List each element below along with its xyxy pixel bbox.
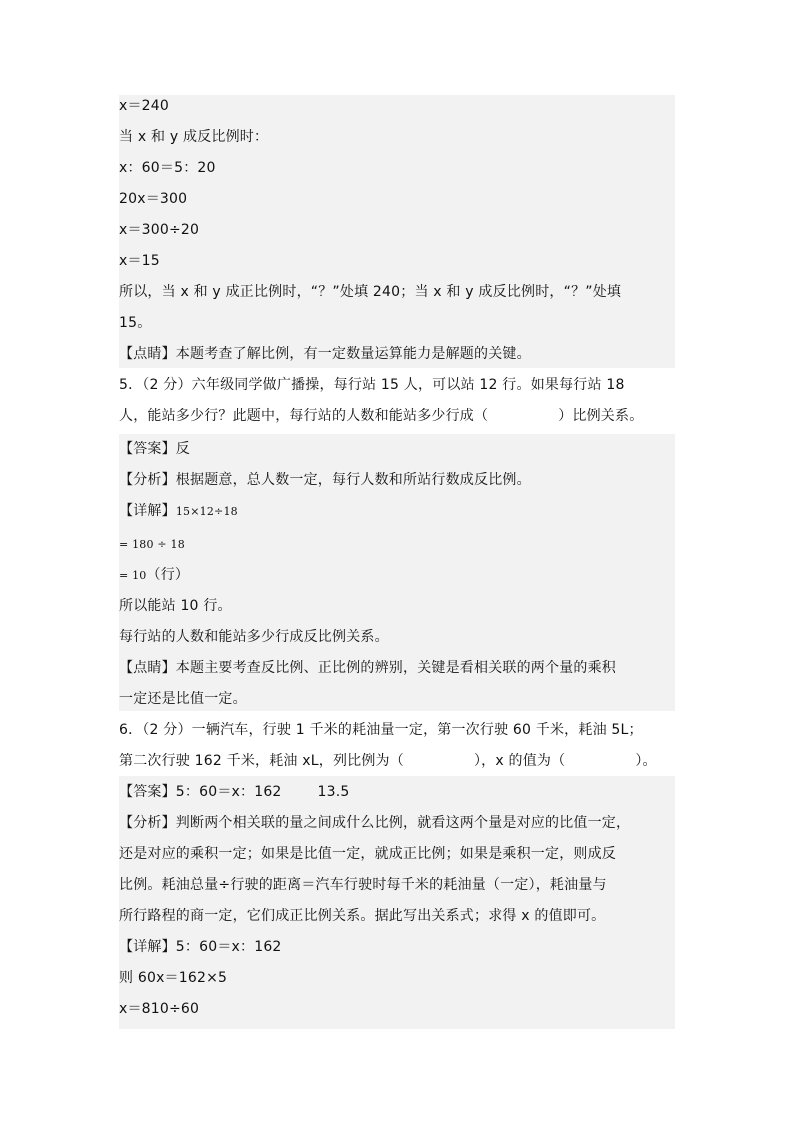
question-6-text: 6．（2 分）一辆汽车，行驶 1 千米的耗油量一定，第一次行驶 60 千米，耗油 5L； <box>119 722 643 738</box>
calc-step-2: = 10 <box>119 569 147 582</box>
solution-line: x＝240 <box>119 98 170 114</box>
solution-line: x＝300÷20 <box>119 222 200 238</box>
answer-line: 【答案】反 <box>119 441 190 457</box>
conclusion-line: 每行站的人数和能站多少行成反比例关系。 <box>119 629 389 645</box>
detail-line <box>119 496 238 527</box>
solution-line: x＝15 <box>119 253 160 269</box>
question-6-part-c: ）。 <box>635 753 657 769</box>
solution-conclusion-end: 15。 <box>119 315 152 331</box>
detail-line: 【详解】5：60＝x：162 <box>119 939 282 955</box>
analysis-line: 比例。耗油总量÷行驶的距离＝汽车行驶时每千米的耗油量（一定），耗油量与 <box>119 877 607 893</box>
tip-line: 【点睛】本题考查了解比例，有一定数量运算能力是解题的关键。 <box>119 346 531 362</box>
calc-step: 则 60x＝162×5 <box>119 970 228 986</box>
question-5-part-a: 人，能站多少行？此题中，每行站的人数和能站多少行成（ <box>119 408 489 424</box>
analysis-line: 所行路程的商一定，它们成正比例关系。据此写出关系式；求得 x 的值即可。 <box>119 908 606 924</box>
calc-step <box>119 560 189 591</box>
question-6-text-continued <box>119 746 657 777</box>
question-5-text: 5．（2 分）六年级同学做广播操，每行站 15 人，可以站 12 行。如果每行站 18 <box>119 377 625 393</box>
solution-line: 当 x 和 y 成反比例时： <box>119 129 269 145</box>
detail-label: 【详解】 <box>119 503 176 519</box>
question-6-part-b: ），x 的值为（ <box>473 753 566 769</box>
answer-value: 13.5 <box>317 784 350 800</box>
calc-step-1: = 180 ÷ 18 <box>119 538 185 551</box>
answer-line <box>119 777 350 808</box>
analysis-line: 【分析】根据题意，总人数一定，每行人数和所站行数成反比例。 <box>119 472 531 488</box>
question-5-text-continued <box>119 401 643 432</box>
question-6-part-a: 第二次行驶 162 千米，耗油 xL，列比例为（ <box>119 753 404 769</box>
solution-line: x：60＝5：20 <box>119 160 216 176</box>
analysis-line: 【分析】判断两个相关联的量之间成什么比例，就看这两个量是对应的比值一定， <box>119 815 631 831</box>
calc-step <box>119 529 185 560</box>
question-5-part-b: ）比例关系。 <box>558 408 644 424</box>
solution-conclusion: 所以，当 x 和 y 成正比例时，“？”处填 240；当 x 和 y 成反比例时，“？”处填 <box>119 284 622 300</box>
detail-expression: 15×12÷18 <box>175 505 238 518</box>
answer-proportion: 【答案】5：60＝x：162 <box>119 784 282 800</box>
calc-step-2-unit: （行） <box>146 567 190 583</box>
calc-step: x＝810÷60 <box>119 1001 200 1017</box>
tip-line-end: 一定还是比值一定。 <box>119 691 247 707</box>
tip-line: 【点睛】本题主要考查反比例、正比例的辨别，关键是看相关联的两个量的乘积 <box>119 660 616 676</box>
analysis-line: 还是对应的乘积一定；如果是比值一定，就成正比例；如果是乘积一定，则成反 <box>119 846 616 862</box>
solution-line: 20x＝300 <box>119 191 188 207</box>
conclusion-line: 所以能站 10 行。 <box>119 598 232 614</box>
